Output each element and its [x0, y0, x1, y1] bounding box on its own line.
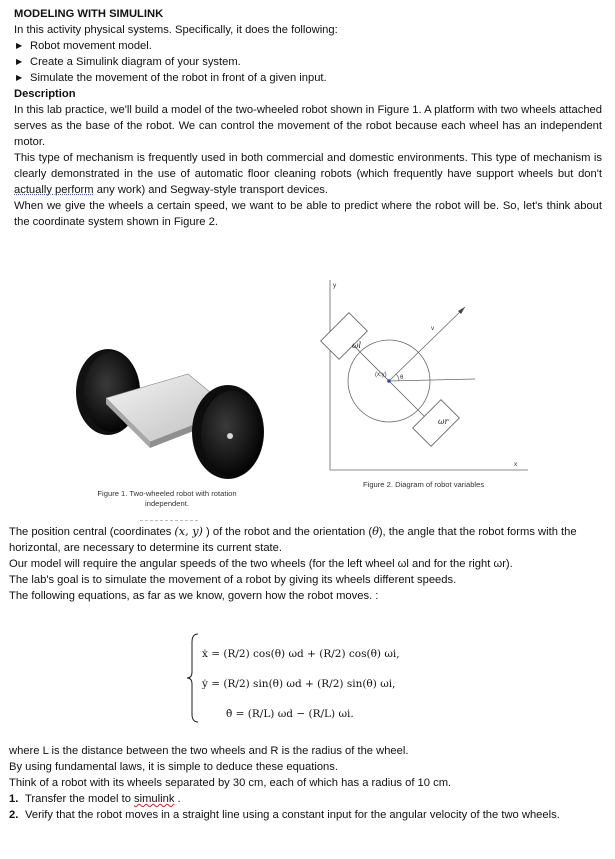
spellcheck-marked-text[interactable]: simulink [134, 793, 175, 805]
deduce-paragraph: By using fundamental laws, it is simple to deduce these equations. [9, 761, 338, 773]
state-section [9, 524, 599, 604]
list-item: ▶ Create a Simulink diagram of your system. [16, 56, 241, 68]
description-heading: Description [14, 88, 76, 100]
intro-text: In this activity physical systems. Specifically, it does the following: [14, 24, 338, 36]
tasks-list [9, 791, 599, 823]
state-paragraph: The position central (coordinates (x, y) ) of the robot and the orientation (θ), the angle that the robot forms with the horizontal, are necessary to determine its current state. [9, 525, 577, 554]
equation-x: ẋ = (R/2) cos(θ) ωd + (R/2) cos(θ) ωi, [202, 648, 400, 660]
caption-separator [140, 520, 198, 521]
right-wheel-rect [413, 400, 460, 447]
theta-label: θ [400, 375, 404, 381]
figure-1-robot-image [68, 340, 278, 490]
model-paragraph: Our model will require the angular speeds of the two wheels (for the left wheel ωl and for the right ωr). [9, 558, 513, 570]
position-label: (x,y) [375, 372, 387, 378]
list-item: 2. Verify that the robot moves in a straight line using a constant input for the angular velocity of the two wheels. [9, 809, 560, 821]
goal-paragraph: The lab's goal is to simulate the movement of a robot by giving its wheels different speeds. [9, 574, 457, 586]
figure-2-caption: Figure 2. Diagram of robot variables [363, 480, 485, 489]
equation-block [186, 632, 406, 724]
page-title: MODELING WITH SIMULINK [14, 8, 164, 20]
description-paragraph-1: In this lab practice, we'll build a model of the two-wheeled robot shown in Figure 1. A platform with two wheels attached serves as the base of the robot. We can control the movement of the robot because each wheel has an independent motor. [14, 104, 602, 148]
grammar-marked-text[interactable]: actually perform [14, 184, 94, 196]
omega-left-label: ωl [352, 341, 362, 350]
equation-brace [186, 632, 200, 724]
bullet-triangle-icon: ▶ [16, 73, 23, 82]
direction-line [389, 307, 465, 381]
description-paragraph-2: This type of mechanism is frequently used in both commercial and domestic environments. This type of mechanism is clearly demonstrated in the use of automatic floor cleaning robots (which frequently have support wheels but don't actually perform any work) and Segway-style transport devices. [14, 152, 602, 196]
omega-right-label: ωr [438, 417, 449, 426]
theta-arc [396, 374, 399, 381]
think-paragraph: Think of a robot with its wheels separated by 30 cm, each of which has a radius of 10 cm. [9, 777, 452, 789]
list-item: ▶ Robot movement model. [16, 40, 152, 52]
figure-1-caption: Figure 1. Two-wheeled robot with rotation independent. [97, 489, 237, 508]
velocity-label: v [431, 325, 435, 332]
figure-2-diagram [300, 275, 530, 475]
bullet-triangle-icon: ▶ [16, 41, 23, 50]
equations-intro: The following equations, as far as we know, govern how the robot moves. : [9, 590, 379, 602]
y-axis-label: y [333, 282, 337, 289]
equation-y: ẏ = (R/2) sin(θ) ωd + (R/2) sin(θ) ωi, [202, 678, 396, 690]
where-paragraph: where L is the distance between the two wheels and R is the radius of the wheel. [9, 745, 409, 757]
list-item: ▶ Simulate the movement of the robot in front of a given input. [16, 72, 327, 84]
list-item: 1. Transfer the model to simulink . [9, 793, 181, 805]
equation-theta: θ̇ = (R/L) ωd − (R/L) ωi. [226, 708, 354, 720]
center-point [387, 379, 391, 383]
x-axis-label: x [514, 461, 518, 468]
description-paragraph-3: When we give the wheels a certain speed, we want to be able to predict where the robot will be. So, let's think about the coordinate system shown in Figure 2. [14, 200, 602, 228]
bullet-triangle-icon: ▶ [16, 57, 23, 66]
closing-section [9, 743, 599, 823]
